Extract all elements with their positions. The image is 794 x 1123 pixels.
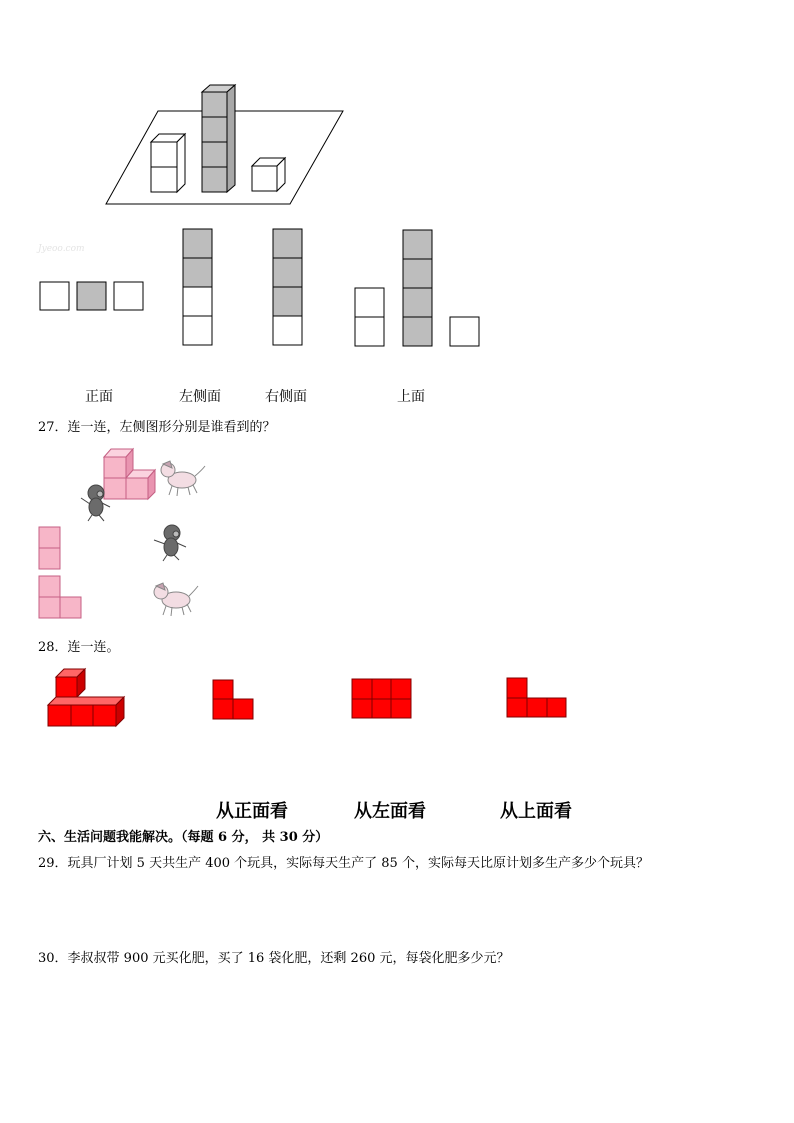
q26-view-front	[40, 282, 143, 310]
q28-figure	[0, 660, 794, 740]
q26-left-stack	[151, 134, 185, 192]
dog-icon	[161, 461, 205, 496]
monkey-icon	[154, 525, 186, 561]
dog-icon	[154, 583, 198, 616]
q26-single-cube	[252, 158, 285, 191]
watermark: Jyeoo.com	[38, 244, 85, 254]
q27-shape-a	[39, 527, 60, 569]
q26-label-left: 左侧面	[179, 389, 221, 405]
q26-label-front: 正面	[85, 389, 113, 405]
q30-text: 30．李叔叔带 900 元买化肥，买了 16 袋化肥，还剩 260 元，每袋化肥多少元？	[38, 951, 510, 966]
q26-view-left-side	[183, 229, 212, 345]
q28-red-solid	[48, 669, 124, 726]
q28-label-top: 从上面看	[500, 801, 572, 822]
q28-label-left: 从左面看	[354, 801, 426, 822]
q28-prompt: 28．连一连。	[38, 640, 120, 655]
q28-view-2	[352, 679, 411, 718]
section6-heading: 六、生活问题我能解决。（每题 6 分， 共 30 分）	[38, 830, 329, 845]
q26-solid-figure	[0, 0, 794, 420]
q27-pink-cubes	[104, 449, 155, 499]
q26-view-top	[355, 230, 479, 346]
q26-view-right-side	[273, 229, 302, 345]
q27-figure	[0, 440, 794, 625]
q28-label-front: 从正面看	[216, 801, 288, 822]
q29-text: 29．玩具厂计划 5 天共生产 400 个玩具，实际每天生产了 85 个，实际每天比原计划多生产多少个玩具？	[38, 856, 649, 871]
q28-view-1	[213, 680, 253, 719]
q26-label-top: 上面	[397, 389, 425, 405]
q26-label-right: 右侧面	[265, 389, 307, 405]
q27-prompt: 27．连一连，左侧图形分别是谁看到的？	[38, 420, 276, 435]
q28-view-3	[507, 678, 566, 717]
q26-tall-stack	[202, 85, 235, 192]
q27-shape-b	[39, 576, 81, 618]
